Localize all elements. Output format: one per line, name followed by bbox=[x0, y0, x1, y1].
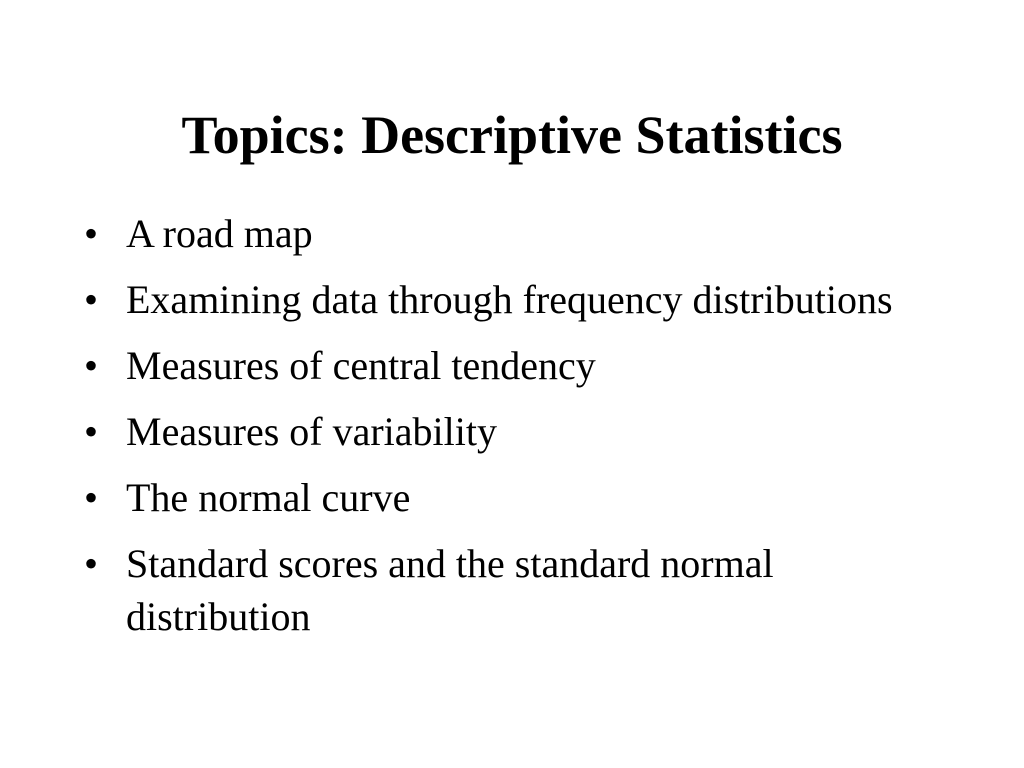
bullet-icon: • bbox=[84, 475, 99, 520]
bullet-icon: • bbox=[84, 277, 99, 322]
bullet-icon: • bbox=[84, 409, 99, 454]
list-item-text: The normal curve bbox=[126, 475, 411, 520]
list-item-text: A road map bbox=[126, 211, 313, 256]
list-item-text: Measures of variability bbox=[126, 409, 497, 454]
list-item-text: Measures of central tendency bbox=[126, 343, 596, 388]
bullet-list bbox=[84, 207, 914, 656]
list-item bbox=[84, 405, 914, 458]
list-item bbox=[84, 471, 914, 524]
list-item bbox=[84, 207, 914, 260]
list-item bbox=[84, 273, 914, 326]
list-item bbox=[84, 339, 914, 392]
list-item-text: Standard scores and the standard normal distribution bbox=[126, 541, 774, 639]
bullet-icon: • bbox=[84, 541, 99, 586]
bullet-icon: • bbox=[84, 343, 99, 388]
list-item-text: Examining data through frequency distributions bbox=[126, 277, 893, 322]
slide-title: Topics: Descriptive Statistics bbox=[181, 105, 843, 165]
bullet-icon: • bbox=[84, 211, 99, 256]
list-item bbox=[84, 537, 914, 643]
